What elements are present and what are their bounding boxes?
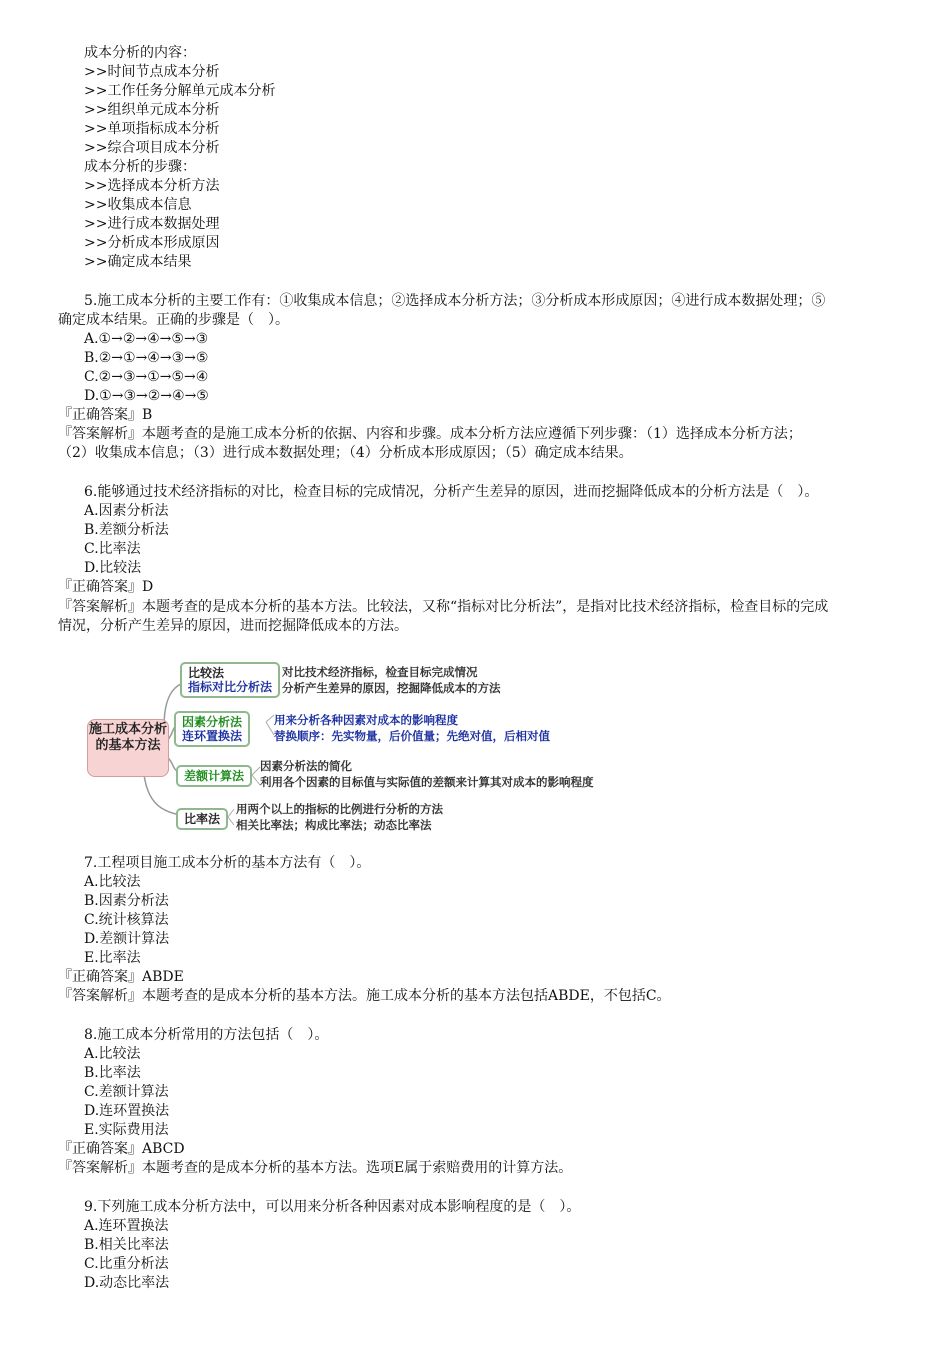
list-item: >>分析成本形成原因 xyxy=(84,235,220,251)
option-item: D.①→③→②→④→⑤ xyxy=(84,388,209,404)
branch-subtitle: 指标对比分析法 xyxy=(188,680,273,694)
q8-answer: 『正确答案』ABCD xyxy=(58,1141,185,1157)
branch-title: 差额计算法 xyxy=(184,769,245,783)
option-item: B.②→①→④→③→⑤ xyxy=(84,350,209,366)
option-item: A.比较法 xyxy=(84,874,141,890)
list-item: >>进行成本数据处理 xyxy=(84,216,220,232)
branch-title: 比率法 xyxy=(184,812,221,826)
option-item: C.比率法 xyxy=(84,541,141,557)
q5-analysis: 『答案解析』本题考查的是施工成本分析的依据、内容和步骤。成本分析方法应遵循下列步骤：（1）选择成本分析方法； xyxy=(58,426,802,442)
list-item: >>工作任务分解单元成本分析 xyxy=(84,83,276,99)
branch-ratio xyxy=(176,808,228,830)
branch-difference xyxy=(176,765,252,787)
option-item: A.因素分析法 xyxy=(84,503,169,519)
option-item: E.比率法 xyxy=(84,950,141,966)
branch-desc: 分析产生差异的原因，挖掘降低成本的方法 xyxy=(282,681,501,695)
branch-factor-analysis xyxy=(174,711,250,747)
option-item: D.动态比率法 xyxy=(84,1275,170,1291)
branch-desc xyxy=(274,713,458,728)
branch-desc: 相关比率法；构成比率法；动态比率法 xyxy=(236,818,432,832)
q5-answer: 『正确答案』B xyxy=(58,407,153,423)
list-item: >>时间节点成本分析 xyxy=(84,64,220,80)
q7-stem: 7.工程项目施工成本分析的基本方法有（ ）。 xyxy=(84,855,371,871)
option-item: C.差额计算法 xyxy=(84,1084,169,1100)
option-item: E.实际费用法 xyxy=(84,1122,169,1138)
branch-title: 因素分析法 xyxy=(182,715,243,729)
q6-answer: 『正确答案』D xyxy=(58,579,154,595)
option-item: C.统计核算法 xyxy=(84,912,169,928)
q6-stem: 6.能够通过技术经济指标的对比，检查目标的完成情况，分析产生差异的原因，进而挖掘降低成本的分析方法是（ ）。 xyxy=(84,484,819,500)
branch-desc-text: 替换顺序：先实物量，后价值量；先绝对值，后相对值 xyxy=(274,729,550,743)
branch-desc: 对比技术经济指标，检查目标完成情况 xyxy=(282,665,478,679)
mindmap-center-node: 施工成本分析的基本方法 xyxy=(87,719,169,777)
option-item: B.比率法 xyxy=(84,1065,141,1081)
branch-subtitle: 连环置换法 xyxy=(182,729,243,743)
branch-title: 比较法 xyxy=(188,666,225,680)
q6-analysis: 『答案解析』本题考查的是成本分析的基本方法。比较法，又称“指标对比分析法”，是指对比技术经济指标，检查目标的完成 xyxy=(58,599,829,615)
branch-desc-text: 用来分析各种因素对成本的影响程度 xyxy=(274,713,458,727)
branch-comparison xyxy=(180,662,280,698)
option-item: A.连环置换法 xyxy=(84,1218,169,1234)
q8-analysis: 『答案解析』本题考查的是成本分析的基本方法。选项E属于索赔费用的计算方法。 xyxy=(58,1160,573,1176)
q7-answer: 『正确答案』ABDE xyxy=(58,969,184,985)
content-title: 成本分析的内容： xyxy=(84,45,196,61)
option-item: B.差额分析法 xyxy=(84,522,169,538)
option-item: C.比重分析法 xyxy=(84,1256,169,1272)
q5-analysis-cont: （2）收集成本信息；（3）进行成本数据处理；（4）分析成本形成原因；（5）确定成本结果。 xyxy=(58,445,633,461)
list-item: >>选择成本分析方法 xyxy=(84,178,220,194)
option-item: D.比较法 xyxy=(84,560,142,576)
steps-title: 成本分析的步骤： xyxy=(84,159,196,175)
list-item: >>单项指标成本分析 xyxy=(84,121,220,137)
branch-desc: 用两个以上的指标的比例进行分析的方法 xyxy=(236,802,443,816)
q9-stem: 9.下列施工成本分析方法中，可以用来分析各种因素对成本影响程度的是（ ）。 xyxy=(84,1199,581,1215)
option-item: A.①→②→④→⑤→③ xyxy=(84,331,209,347)
q5-stem: 5.施工成本分析的主要工作有：①收集成本信息；②选择成本分析方法；③分析成本形成原因；④进行成本数据处理；⑤ xyxy=(84,293,826,309)
list-item: >>综合项目成本分析 xyxy=(84,140,220,156)
option-item: B.相关比率法 xyxy=(84,1237,169,1253)
list-item: >>确定成本结果 xyxy=(84,254,192,270)
option-item: D.差额计算法 xyxy=(84,931,170,947)
branch-desc: 因素分析法的简化 xyxy=(260,759,352,773)
option-item: D.连环置换法 xyxy=(84,1103,170,1119)
list-item: >>收集成本信息 xyxy=(84,197,192,213)
option-item: C.②→③→①→⑤→④ xyxy=(84,369,209,385)
list-item: >>组织单元成本分析 xyxy=(84,102,220,118)
branch-desc: 利用各个因素的目标值与实际值的差额来计算其对成本的影响程度 xyxy=(260,775,594,789)
q8-stem: 8.施工成本分析常用的方法包括（ ）。 xyxy=(84,1027,329,1043)
q7-analysis: 『答案解析』本题考查的是成本分析的基本方法。施工成本分析的基本方法包括ABDE，不包括C。 xyxy=(58,988,671,1004)
mindmap-diagram xyxy=(84,657,624,837)
q5-stem-cont: 确定成本结果。正确的步骤是（ ）。 xyxy=(58,312,289,328)
q6-analysis-cont: 情况，分析产生差异的原因，进而挖掘降低成本的方法。 xyxy=(58,618,408,634)
option-item: B.因素分析法 xyxy=(84,893,169,909)
branch-desc xyxy=(274,729,550,744)
option-item: A.比较法 xyxy=(84,1046,141,1062)
